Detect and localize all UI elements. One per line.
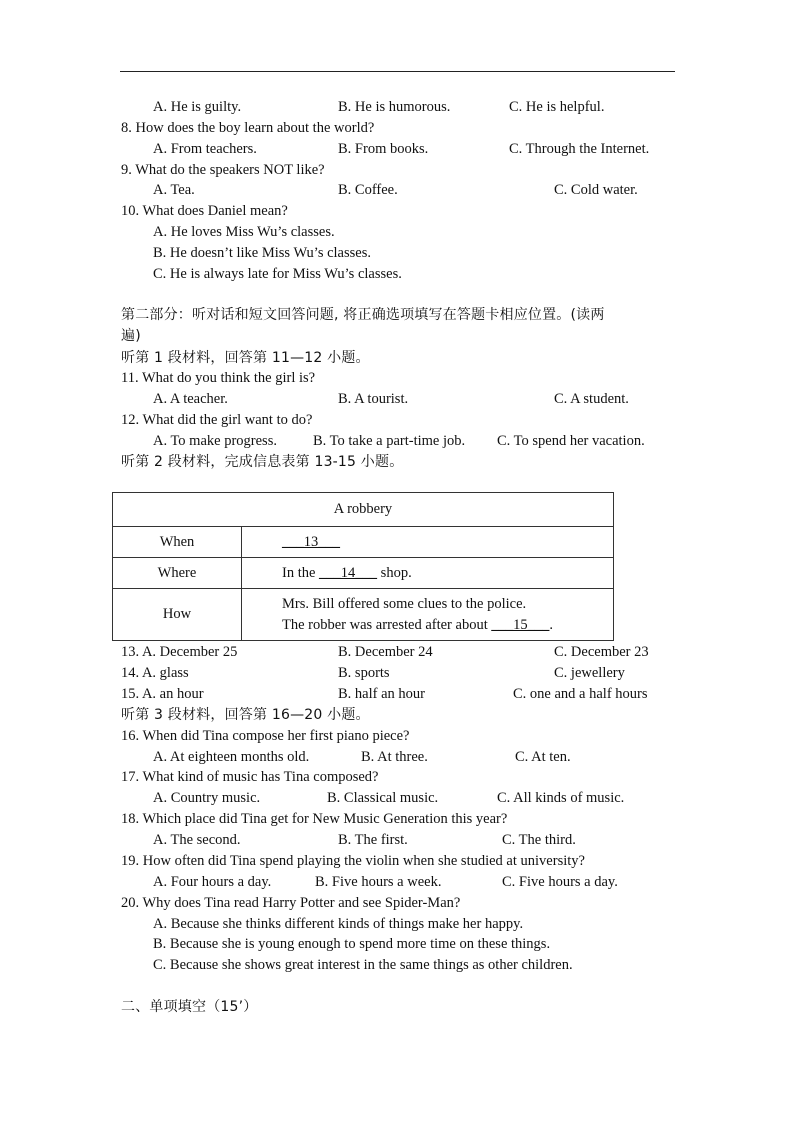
table-label-where: Where [113, 558, 242, 589]
q10-stem: 10. What does Daniel mean? [121, 203, 288, 219]
q19-option-b: B. Five hours a week. [315, 874, 442, 890]
how-line-1: Mrs. Bill offered some clues to the police. [282, 595, 527, 612]
q20-option-c: C. Because she shows great interest in the same things as other children. [153, 957, 573, 973]
q10-option-a: A. He loves Miss Wu’s classes. [153, 224, 335, 240]
blank-13: ___13___ [282, 533, 340, 550]
q12-option-a: A. To make progress. [153, 433, 277, 449]
where-prefix: In the [282, 564, 320, 581]
q8-option-b: B. From books. [338, 141, 429, 157]
q7-option-c: C. He is helpful. [509, 99, 605, 115]
q11-stem: 11. What do you think the girl is? [121, 370, 316, 386]
table-value-how [242, 589, 614, 641]
q18-option-b: B. The first. [338, 832, 408, 848]
how-line-2-prefix: The robber was arrested after about [282, 616, 492, 633]
how-line-2 [282, 615, 613, 636]
q20-option-b: B. Because she is young enough to spend more time on these things. [153, 936, 551, 952]
q14-option-c: C. jewellery [554, 665, 625, 681]
q11-option-a: A. A teacher. [153, 391, 228, 407]
q13-option-b: B. December 24 [338, 644, 433, 660]
q13-option-a: 13. A. December 25 [121, 644, 238, 660]
q19-option-a: A. Four hours a day. [153, 874, 272, 890]
q8-option-a: A. From teachers. [153, 141, 257, 157]
segment-2-heading: 听第 2 段材料，完成信息表第 13-15 小题。 [121, 454, 404, 470]
part2-instruction-cont: 遍) [121, 328, 141, 344]
q14-option-a: 14. A. glass [121, 665, 189, 681]
q9-option-c: C. Cold water. [554, 182, 638, 198]
section-2-heading: 二、单项填空（15’） [121, 999, 258, 1015]
how-line-2-suffix: . [549, 616, 553, 633]
q8-stem: 8. How does the boy learn about the world? [121, 120, 375, 136]
q11-option-b: B. A tourist. [338, 391, 409, 407]
table-label-how: How [113, 589, 242, 641]
q15-option-b: B. half an hour [338, 686, 425, 702]
q19-option-c: C. Five hours a day. [502, 874, 618, 890]
q18-option-c: C. The third. [502, 832, 576, 848]
blank-14: ___14___ [319, 564, 378, 581]
q18-stem: 18. Which place did Tina get for New Music Generation this year? [121, 811, 508, 827]
table-title: A robbery [113, 493, 614, 527]
where-suffix: shop. [377, 564, 412, 581]
q11-option-c: C. A student. [554, 391, 629, 407]
q14-option-b: B. sports [338, 665, 390, 681]
q16-option-c: C. At ten. [515, 749, 571, 765]
q16-option-a: A. At eighteen months old. [153, 749, 310, 765]
q12-option-b: B. To take a part-time job. [313, 433, 466, 449]
q7-option-b: B. He is humorous. [338, 99, 451, 115]
q15-option-a: 15. A. an hour [121, 686, 204, 702]
blank-15: ___15___ [491, 616, 550, 633]
q9-option-a: A. Tea. [153, 182, 195, 198]
q12-option-c: C. To spend her vacation. [497, 433, 645, 449]
q20-option-a: A. Because she thinks different kinds of things make her happy. [153, 916, 524, 932]
q8-option-c: C. Through the Internet. [509, 141, 650, 157]
q16-stem: 16. When did Tina compose her first piano piece? [121, 728, 410, 744]
q13-option-c: C. December 23 [554, 644, 649, 660]
q9-stem: 9. What do the speakers NOT like? [121, 162, 325, 178]
q9-option-b: B. Coffee. [338, 182, 398, 198]
q18-option-a: A. The second. [153, 832, 241, 848]
segment-1-heading: 听第 1 段材料，回答第 11—12 小题。 [121, 350, 370, 366]
header-rule [120, 71, 675, 72]
q17-stem: 17. What kind of music has Tina composed? [121, 769, 379, 785]
q12-stem: 12. What did the girl want to do? [121, 412, 313, 428]
table-value-when [242, 527, 614, 558]
q10-option-c: C. He is always late for Miss Wu’s classes. [153, 266, 402, 282]
robbery-info-table [112, 492, 614, 641]
q20-stem: 20. Why does Tina read Harry Potter and see Spider-Man? [121, 895, 461, 911]
q17-option-c: C. All kinds of music. [497, 790, 625, 806]
table-value-where [242, 558, 614, 589]
part2-instruction: 第二部分：听对话和短文回答问题, 将正确选项填写在答题卡相应位置。(读两 [121, 307, 605, 323]
q17-option-b: B. Classical music. [327, 790, 439, 806]
q19-stem: 19. How often did Tina spend playing the violin when she studied at university? [121, 853, 585, 869]
segment-3-heading: 听第 3 段材料，回答第 16—20 小题。 [121, 707, 370, 723]
q15-option-c: C. one and a half hours [513, 686, 648, 702]
table-label-when: When [113, 527, 242, 558]
q7-option-a: A. He is guilty. [153, 99, 242, 115]
q16-option-b: B. At three. [361, 749, 428, 765]
q17-option-a: A. Country music. [153, 790, 261, 806]
q10-option-b: B. He doesn’t like Miss Wu’s classes. [153, 245, 371, 261]
